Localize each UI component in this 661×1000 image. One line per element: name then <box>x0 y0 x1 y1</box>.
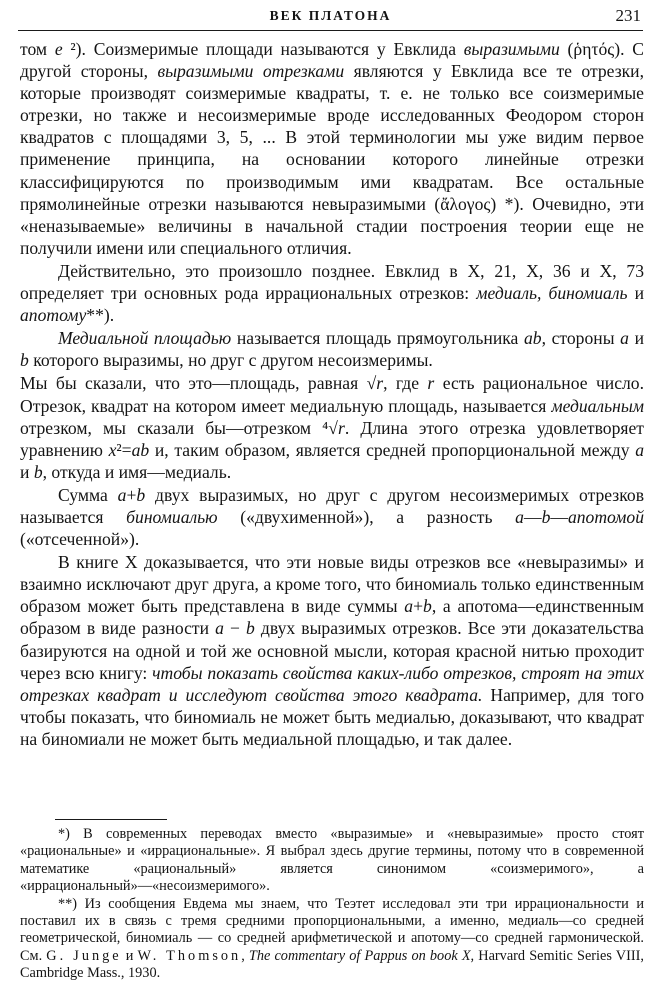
text-run: , стороны <box>541 328 621 349</box>
paragraph <box>20 260 644 326</box>
text-run: — <box>523 506 542 527</box>
text-run: . Длина этого отрезка удовлетворяет уравнению <box>20 417 644 460</box>
text-run: и <box>627 283 644 304</box>
italic-run: r <box>427 373 435 394</box>
italic-run: a <box>117 484 127 505</box>
text-run: − <box>223 618 247 639</box>
italic-run: апотому <box>20 305 87 326</box>
page-header <box>18 6 643 31</box>
text-run: и <box>20 461 34 482</box>
italic-run: биномиалью <box>126 506 218 527</box>
footnote-separator <box>55 819 167 820</box>
italic-run: b <box>541 506 551 527</box>
paragraph <box>20 551 644 750</box>
italic-run: The commentary of Pappus on book X, <box>248 947 475 964</box>
text-run: двух выразимых отрезков. Все эти доказательства базируются на одной и той же основной мысли, которая красной нитью проходит через всю книгу: <box>20 618 644 683</box>
italic-run: ab <box>524 328 542 349</box>
italic-run: r <box>376 373 384 394</box>
text-run: есть рациональное число. Отрезок, квадрат на котором имеет медиальную площадь, называется <box>20 373 644 416</box>
italic-run: чтобы показать свойства каких-либо отрезков, строят на этих отрезках квадрат и исследуют свойства этого квадрата. <box>20 662 645 705</box>
text-run: Например, для того чтобы показать, что биномиаль не может быть медиалью, доказывают, что квадрат на биномиали не может быть медиальной площадью, и так далее. <box>20 684 644 749</box>
paragraph <box>20 327 644 371</box>
text-run <box>541 283 548 303</box>
page-number: 231 <box>615 6 641 25</box>
text-run: , где <box>383 373 428 394</box>
running-title: ВЕК ПЛАТОНА <box>269 8 392 23</box>
italic-run: выразимыми <box>463 39 560 59</box>
paragraph <box>20 38 644 259</box>
paragraph <box>20 484 644 550</box>
text-run: *) В современных переводах вместо «выразимые» и «невыразимые» просто стоят «рациональные» и «иррациональные». Я выбрал здесь другие термины, потому что в современной математике «рациональный» является синонимом «соизмеримого», а «иррациональный»—«несоизмеримого». <box>20 826 644 895</box>
footnotes <box>20 826 644 983</box>
text-run: + <box>413 596 424 617</box>
italic-run: a <box>215 618 224 639</box>
spaced-run: W. Thomson <box>137 947 242 964</box>
text-run: — <box>550 506 568 527</box>
italic-run: x <box>108 439 117 460</box>
text-run: и <box>121 947 138 964</box>
text-run: называется площадь прямоугольника <box>231 328 524 349</box>
text-run: том <box>20 39 55 59</box>
italic-run: r <box>337 417 345 438</box>
paragraph <box>20 372 644 482</box>
italic-run: медиаль, <box>476 283 542 304</box>
italic-run: апотомой <box>567 506 644 527</box>
text-run: и <box>628 328 644 349</box>
italic-run: a <box>515 506 524 527</box>
text-run: Мы бы сказали, что это—площадь, равная √ <box>20 373 377 394</box>
text-run: Действительно, это произошло позднее. Евклид в X, 21, X, 36 и X, 73 определяет три основных рода иррациональных отрезков: <box>20 260 644 304</box>
text-run: В книге X доказывается, что эти новые виды отрезков все «невыразимы» и взаимно исключают друг друга, а кроме того, что биномиаль только единственным образом может быть представлена в виде суммы <box>20 552 644 617</box>
italic-run: b <box>20 350 29 371</box>
text-run: которого выразимы, но друг с другом несоизмеримы. <box>28 350 433 371</box>
italic-run: медиальным <box>551 395 644 416</box>
italic-run: выразимыми отрезками <box>157 61 345 82</box>
text-run: **). <box>86 305 115 326</box>
text-run: отрезком, мы сказали бы—отрезком ⁴√ <box>20 417 338 438</box>
italic-run: a <box>620 328 629 349</box>
italic-run: биномиаль <box>548 283 628 304</box>
spaced-run: G. Junge <box>46 947 122 964</box>
footnote <box>20 896 644 983</box>
italic-run: b <box>246 618 255 639</box>
italic-run: a <box>404 596 414 617</box>
italic-run: Медиальной площадью <box>58 328 232 349</box>
text-run: Сумма <box>58 484 118 505</box>
italic-run: a <box>635 439 644 460</box>
text-run: двух выразимых, но друг с другом несоизмеримых отрезков называется <box>20 484 644 527</box>
text-run: («двухименной»), а разность <box>217 506 516 527</box>
text-run: , <box>241 947 249 964</box>
italic-run: b <box>423 596 432 617</box>
text-run: + <box>126 484 137 505</box>
text-run: и, таким образом, является средней пропорциональной между <box>149 439 636 460</box>
text-run: Harvard Semitic Series VIII, Cambridge Mass., 1930. <box>20 947 644 982</box>
italic-run: b <box>136 484 146 505</box>
italic-run: ab <box>131 439 150 460</box>
text-run: , откуда и имя—медиаль. <box>42 461 232 482</box>
text-run: ²). Соизмеримые площади называются у Евклида <box>62 39 464 59</box>
footnote <box>20 826 644 896</box>
italic-run: b <box>33 461 43 482</box>
text-run: **) Из сообщения Евдема мы знаем, что Теэтет исследовал эти три иррациональности и поставил их в связь с тремя средними пропорциональными, а именно, медиаль—со средней геометрической, биномиаль — со средней арифметической и апотому—со средней гармонической. См. <box>20 895 644 964</box>
text-run: ²= <box>116 439 132 460</box>
text-run: являются у Евклида все те отрезки, которые производят соизмеримые квадраты, т. е. не только все соизмеримые отрезки, но также и несоизмеримые вроде исследованных Феодором сторон квадратов с площадями 3, 5, ... В этой терминологии мы уже видим первое применение принципа, на основании которого линейные отрезки классифицируются по производимым ими квадратам. Все остальные прямолинейные отрезки называются невыразимыми (ἄλογος) *). Очевидно, эти «неназываемые» величины в начальной стадии построения теории еще не получили имени или специального отличия. <box>20 61 645 258</box>
main-text <box>20 38 644 751</box>
text-run: («отсеченной»). <box>20 529 140 550</box>
italic-run: e <box>54 39 63 59</box>
text-run: (ῥητός). С другой стороны, <box>20 39 644 82</box>
text-run: , а апотома—единственным образом в виде разности <box>20 596 644 639</box>
